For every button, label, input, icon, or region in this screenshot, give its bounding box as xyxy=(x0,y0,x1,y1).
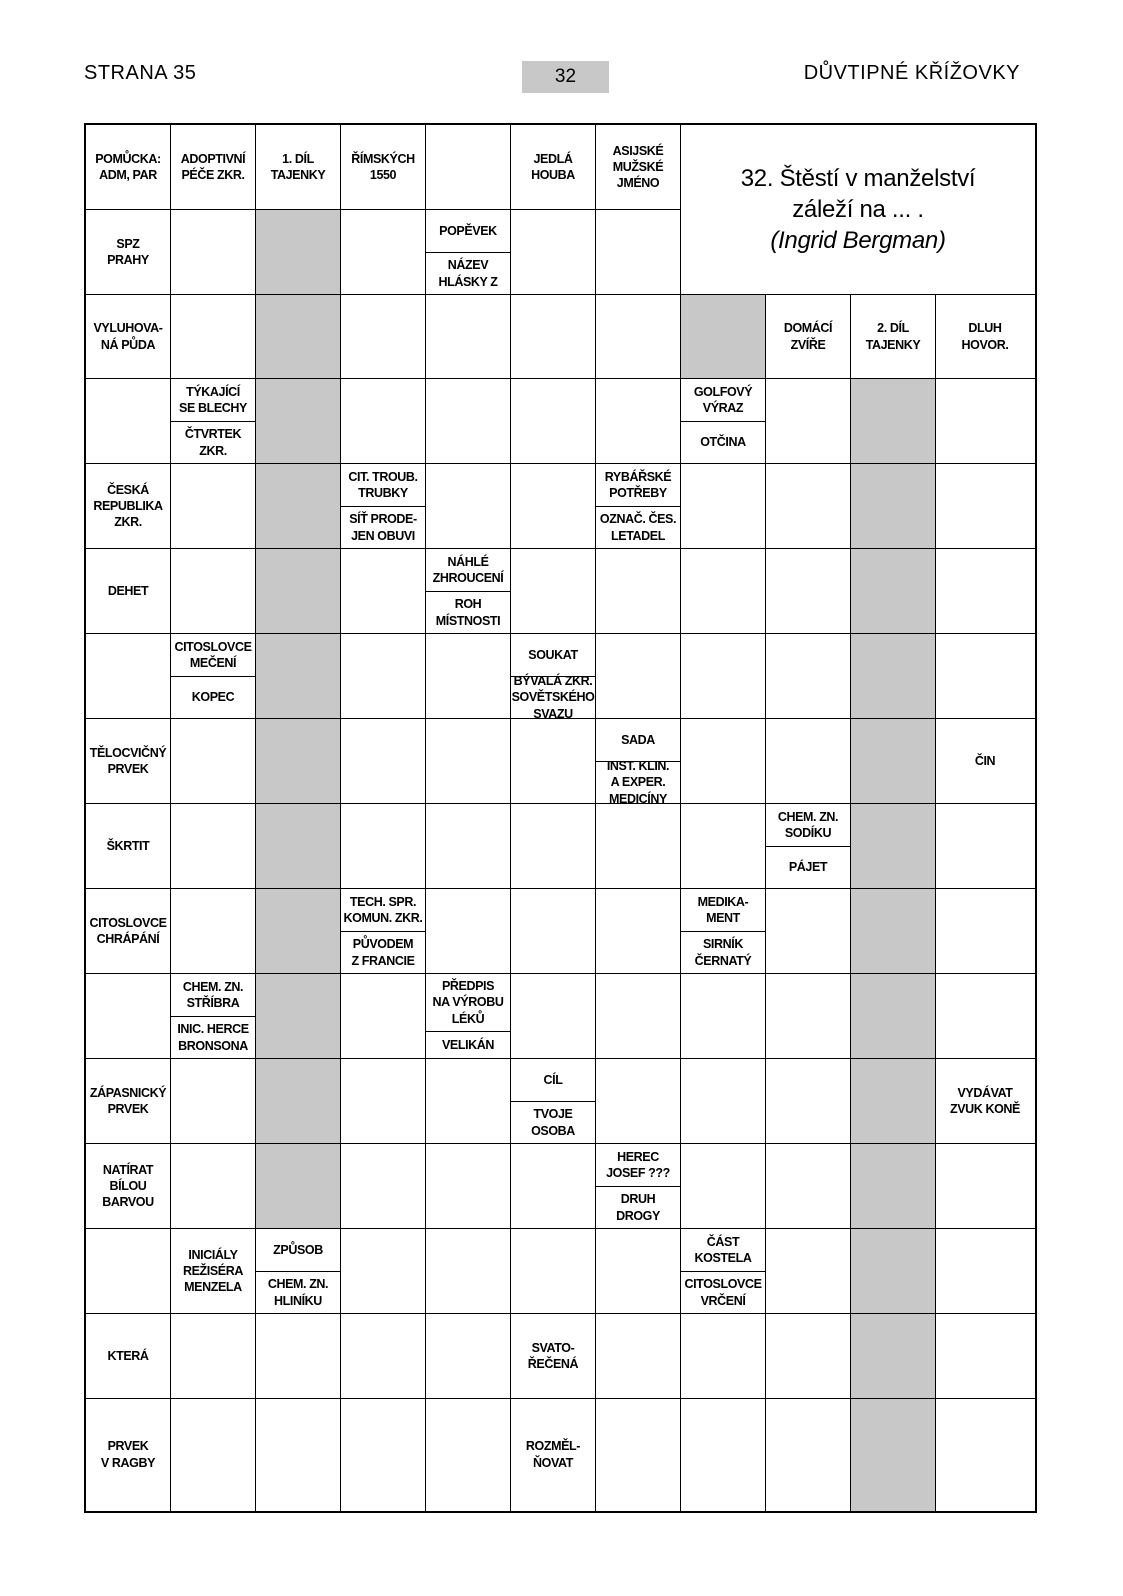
answer-cell[interactable] xyxy=(936,634,1035,719)
clue-text: CITOSLOVCE CHRÁPÁNÍ xyxy=(89,915,167,946)
clue-text: CITOSLOVCE VRČENÍ xyxy=(684,1277,762,1308)
secret-answer-cell xyxy=(256,889,341,974)
answer-cell[interactable] xyxy=(766,719,851,804)
secret-answer-cell xyxy=(681,295,766,379)
answer-cell[interactable] xyxy=(681,1059,766,1144)
clue-text: KTERÁ xyxy=(107,1348,149,1363)
answer-cell[interactable] xyxy=(936,1314,1035,1399)
clue-text: ADOPTIVNÍ PÉČE ZKR. xyxy=(180,151,246,182)
answer-cell[interactable] xyxy=(681,1399,766,1511)
answer-cell[interactable] xyxy=(426,889,511,974)
secret-answer-cell xyxy=(256,804,341,889)
secret-answer-cell xyxy=(851,1144,936,1229)
puzzle-title-box xyxy=(681,125,1035,295)
answer-cell[interactable] xyxy=(341,1059,426,1144)
answer-cell[interactable] xyxy=(681,804,766,889)
answer-cell[interactable] xyxy=(341,379,426,464)
answer-cell[interactable] xyxy=(596,1314,681,1399)
clue-text: SOUKAT xyxy=(511,634,595,677)
crossword-grid xyxy=(84,123,1037,1513)
clue-text: BÝVALÁ ZKR. SOVĚTSKÉHO SVAZU xyxy=(511,674,595,721)
clue-text: CHEM. ZN. SODÍKU xyxy=(766,804,850,847)
answer-cell[interactable] xyxy=(341,1314,426,1399)
answer-cell[interactable] xyxy=(511,1144,596,1229)
answer-cell[interactable] xyxy=(426,125,511,210)
clue-text: RYBÁŘSKÉ POTŘEBY xyxy=(596,464,680,507)
clue-text: POPĚVEK xyxy=(426,210,510,253)
answer-cell[interactable] xyxy=(171,295,256,379)
secret-answer-cell xyxy=(851,464,936,549)
secret-answer-cell xyxy=(851,974,936,1059)
answer-cell[interactable] xyxy=(426,719,511,804)
answer-cell[interactable] xyxy=(766,464,851,549)
answer-cell[interactable] xyxy=(596,889,681,974)
answer-cell[interactable] xyxy=(171,1059,256,1144)
clue-text: ČÁST KOSTELA xyxy=(681,1229,765,1272)
answer-cell[interactable] xyxy=(766,1399,851,1511)
clue-text: SVATO- ŘEČENÁ xyxy=(527,1340,579,1371)
answer-cell[interactable] xyxy=(341,1229,426,1314)
answer-cell[interactable] xyxy=(341,549,426,634)
secret-answer-cell xyxy=(256,1059,341,1144)
clue-text: CHEM. ZN. STŘÍBRA xyxy=(171,974,255,1017)
answer-cell[interactable] xyxy=(936,1399,1035,1511)
answer-cell[interactable] xyxy=(766,549,851,634)
clue-text: CÍL xyxy=(511,1059,595,1102)
answer-cell[interactable] xyxy=(936,1144,1035,1229)
clue-text: ŘÍMSKÝCH 1550 xyxy=(351,151,415,182)
secret-answer-cell xyxy=(851,1229,936,1314)
answer-cell[interactable] xyxy=(86,634,171,719)
clue-text: CHEM. ZN. HLINÍKU xyxy=(267,1277,329,1308)
answer-cell[interactable] xyxy=(681,1144,766,1229)
secret-answer-cell xyxy=(851,719,936,804)
clue-text: PÁJET xyxy=(788,860,828,875)
answer-cell[interactable] xyxy=(86,974,171,1059)
answer-cell[interactable] xyxy=(426,1144,511,1229)
clue-text: SIRNÍK ČERNATÝ xyxy=(694,937,752,968)
answer-cell[interactable] xyxy=(426,804,511,889)
answer-cell[interactable] xyxy=(596,295,681,379)
clue-text: OZNAČ. ČES. LETADEL xyxy=(599,512,677,543)
answer-cell[interactable] xyxy=(936,464,1035,549)
answer-cell[interactable] xyxy=(171,464,256,549)
answer-cell[interactable] xyxy=(681,1314,766,1399)
clue-text: ČTVRTEK ZKR. xyxy=(184,427,242,458)
answer-cell[interactable] xyxy=(766,974,851,1059)
clue-text: PŘEDPIS NA VÝROBU LÉKŮ xyxy=(426,974,510,1032)
secret-answer-cell xyxy=(256,634,341,719)
clue-text: SADA xyxy=(596,719,680,762)
clue-text: HEREC JOSEF ??? xyxy=(596,1144,680,1187)
answer-cell[interactable] xyxy=(766,889,851,974)
answer-cell[interactable] xyxy=(171,719,256,804)
answer-cell[interactable] xyxy=(256,1399,341,1511)
clue-text: PŮVODEM Z FRANCIE xyxy=(351,937,415,968)
clue-text: ŠKRTIT xyxy=(106,838,150,853)
answer-cell[interactable] xyxy=(426,464,511,549)
answer-cell[interactable] xyxy=(341,634,426,719)
answer-cell[interactable] xyxy=(766,1059,851,1144)
clue-text: SPZ PRAHY xyxy=(107,236,149,267)
answer-cell[interactable] xyxy=(341,295,426,379)
secret-answer-cell xyxy=(256,295,341,379)
answer-cell[interactable] xyxy=(936,379,1035,464)
secret-answer-cell xyxy=(851,1399,936,1511)
clue-text: CITOSLOVCE MEČENÍ xyxy=(171,634,255,677)
answer-cell[interactable] xyxy=(936,804,1035,889)
answer-cell[interactable] xyxy=(171,1399,256,1511)
answer-cell[interactable] xyxy=(426,379,511,464)
answer-cell[interactable] xyxy=(426,634,511,719)
clue-text: ASIJSKÉ MUŽSKÉ JMÉNO xyxy=(612,143,664,191)
answer-cell[interactable] xyxy=(171,1314,256,1399)
clue-text: MEDIKA- MENT xyxy=(681,889,765,932)
answer-cell[interactable] xyxy=(936,549,1035,634)
answer-cell[interactable] xyxy=(511,974,596,1059)
secret-answer-cell xyxy=(851,634,936,719)
clue-text: NÁHLÉ ZHROUCENÍ xyxy=(426,549,510,592)
secret-answer-cell xyxy=(851,804,936,889)
secret-answer-cell xyxy=(851,549,936,634)
secret-answer-cell xyxy=(256,464,341,549)
answer-cell[interactable] xyxy=(596,379,681,464)
answer-cell[interactable] xyxy=(341,210,426,295)
answer-cell[interactable] xyxy=(596,1059,681,1144)
answer-cell[interactable] xyxy=(171,549,256,634)
answer-cell[interactable] xyxy=(171,1144,256,1229)
answer-cell[interactable] xyxy=(426,1314,511,1399)
secret-answer-cell xyxy=(256,549,341,634)
answer-cell[interactable] xyxy=(426,295,511,379)
answer-cell[interactable] xyxy=(426,1399,511,1511)
answer-cell[interactable] xyxy=(681,974,766,1059)
header-book-title: DŮVTIPNÉ KŘÍŽOVKY xyxy=(803,62,1020,84)
answer-cell[interactable] xyxy=(511,549,596,634)
clue-text: VELIKÁN xyxy=(441,1037,495,1052)
puzzle-title-line1: 32. Štěstí v manželství xyxy=(740,164,976,192)
clue-text: NATÍRAT BÍLOU BARVOU xyxy=(102,1162,154,1210)
clue-text: POMŮCKA: ADM, PAR xyxy=(95,151,161,182)
secret-answer-cell xyxy=(256,974,341,1059)
clue-text: ROH MÍSTNOSTI xyxy=(435,597,501,628)
clue-text: JEDLÁ HOUBA xyxy=(531,151,575,182)
secret-answer-cell xyxy=(851,1059,936,1144)
answer-cell[interactable] xyxy=(511,719,596,804)
answer-cell[interactable] xyxy=(681,549,766,634)
clue-text: SÍŤ PRODE- JEN OBUVI xyxy=(349,512,417,543)
header-section-label: STRANA 35 xyxy=(84,62,197,84)
answer-cell[interactable] xyxy=(681,719,766,804)
clue-text: NÁZEV HLÁSKY Z xyxy=(438,258,498,289)
secret-answer-cell xyxy=(256,719,341,804)
answer-cell[interactable] xyxy=(511,1229,596,1314)
clue-text: 2. DÍL TAJENKY xyxy=(865,321,921,352)
page-number: 32 xyxy=(522,61,609,93)
answer-cell[interactable] xyxy=(341,719,426,804)
answer-cell[interactable] xyxy=(596,634,681,719)
answer-cell[interactable] xyxy=(171,804,256,889)
clue-text: KOPEC xyxy=(191,690,235,705)
answer-cell[interactable] xyxy=(766,634,851,719)
clue-text: TĚLOCVIČNÝ PRVEK xyxy=(89,745,167,776)
answer-cell[interactable] xyxy=(766,1229,851,1314)
clue-text: ČIN xyxy=(974,753,996,768)
answer-cell[interactable] xyxy=(511,464,596,549)
answer-cell[interactable] xyxy=(511,295,596,379)
answer-cell[interactable] xyxy=(341,1144,426,1229)
answer-cell[interactable] xyxy=(596,804,681,889)
answer-cell[interactable] xyxy=(766,379,851,464)
answer-cell[interactable] xyxy=(86,379,171,464)
answer-cell[interactable] xyxy=(256,1314,341,1399)
puzzle-title-author: (Ingrid Bergman) xyxy=(770,227,946,255)
clue-text: INST. KLIN. A EXPER. MEDICÍNY xyxy=(606,759,670,806)
answer-cell[interactable] xyxy=(596,974,681,1059)
secret-answer-cell xyxy=(256,210,341,295)
answer-cell[interactable] xyxy=(936,1229,1035,1314)
clue-text: PRVEK V RAGBY xyxy=(100,1439,156,1470)
answer-cell[interactable] xyxy=(936,889,1035,974)
clue-text: OTČINA xyxy=(700,435,746,450)
clue-text: ROZMĚL- ŇOVAT xyxy=(525,1439,581,1470)
answer-cell[interactable] xyxy=(766,1314,851,1399)
clue-text: DOMÁCÍ ZVÍŘE xyxy=(783,321,833,352)
answer-cell[interactable] xyxy=(596,1399,681,1511)
answer-cell[interactable] xyxy=(341,974,426,1059)
clue-text: TÝKAJÍCÍ SE BLECHY xyxy=(171,379,255,422)
answer-cell[interactable] xyxy=(766,1144,851,1229)
answer-cell[interactable] xyxy=(511,889,596,974)
clue-text: VYLUHOVA- NÁ PŮDA xyxy=(93,321,163,352)
clue-text: ZPŮSOB xyxy=(256,1229,340,1272)
answer-cell[interactable] xyxy=(596,549,681,634)
answer-cell[interactable] xyxy=(426,1059,511,1144)
answer-cell[interactable] xyxy=(171,210,256,295)
answer-cell[interactable] xyxy=(341,1399,426,1511)
answer-cell[interactable] xyxy=(681,634,766,719)
answer-cell[interactable] xyxy=(511,804,596,889)
clue-text: INICIÁLY REŽISÉRA MENZELA xyxy=(182,1247,243,1295)
clue-text: TECH. SPR. KOMUN. ZKR. xyxy=(341,889,425,932)
answer-cell[interactable] xyxy=(341,804,426,889)
answer-cell[interactable] xyxy=(596,210,681,295)
clue-text: ČESKÁ REPUBLIKA ZKR. xyxy=(93,482,163,530)
secret-answer-cell xyxy=(851,889,936,974)
clue-text: DEHET xyxy=(107,583,149,598)
answer-cell[interactable] xyxy=(511,379,596,464)
clue-text: TVOJE OSOBA xyxy=(531,1107,575,1138)
clue-text: ZÁPASNICKÝ PRVEK xyxy=(89,1085,167,1116)
secret-answer-cell xyxy=(851,1314,936,1399)
answer-cell[interactable] xyxy=(681,464,766,549)
clue-text: INIC. HERCE BRONSONA xyxy=(177,1022,249,1053)
answer-cell[interactable] xyxy=(426,1229,511,1314)
secret-answer-cell xyxy=(256,1144,341,1229)
answer-cell[interactable] xyxy=(596,1229,681,1314)
answer-cell[interactable] xyxy=(171,889,256,974)
secret-answer-cell xyxy=(851,379,936,464)
answer-cell[interactable] xyxy=(86,1229,171,1314)
secret-answer-cell xyxy=(256,379,341,464)
clue-text: GOLFOVÝ VÝRAZ xyxy=(681,379,765,422)
clue-text: DRUH DROGY xyxy=(616,1192,660,1223)
clue-text: VYDÁVAT ZVUK KONĚ xyxy=(949,1085,1020,1116)
answer-cell[interactable] xyxy=(511,210,596,295)
clue-text: CIT. TROUB. TRUBKY xyxy=(341,464,425,507)
clue-text: 1. DÍL TAJENKY xyxy=(270,151,326,182)
answer-cell[interactable] xyxy=(936,974,1035,1059)
clue-text: DLUH HOVOR. xyxy=(961,321,1009,352)
puzzle-title-line2: záleží na ... . xyxy=(792,195,924,223)
